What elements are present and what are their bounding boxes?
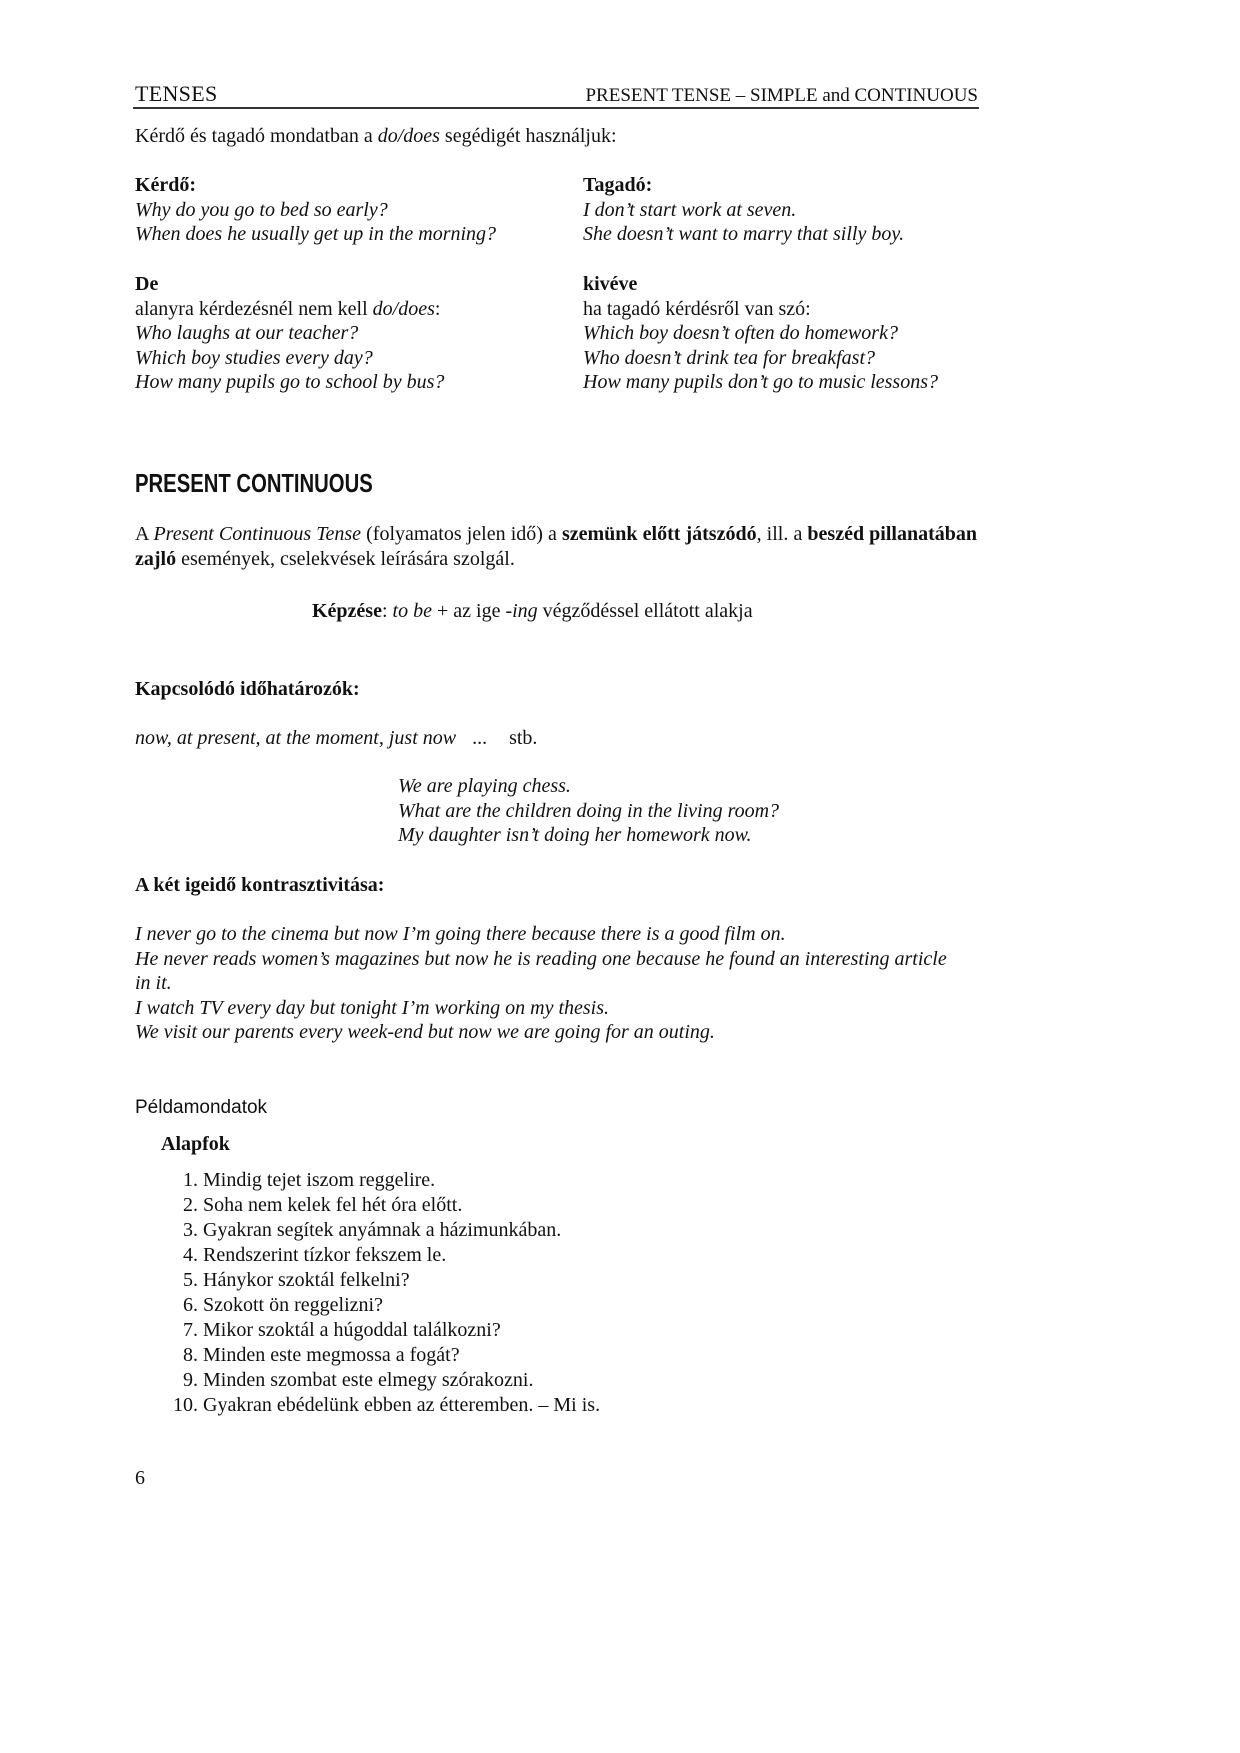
item-number: 9. [183, 1369, 198, 1391]
list-item [160, 1368, 600, 1393]
list-item [160, 1268, 600, 1293]
item-number: 1. [183, 1169, 198, 1191]
example-line: How many pupils don’t go to music lessons? [583, 371, 938, 393]
ing-suffix: -ing [505, 600, 538, 622]
list-item [160, 1243, 600, 1268]
except-title: kivéve [583, 273, 638, 295]
example-line: What are the children doing in the living room? [398, 799, 780, 822]
adverbs-list [135, 726, 537, 750]
example-line: My daughter isn’t doing her homework now. [398, 824, 752, 846]
running-header-right: PRESENT TENSE – SIMPLE and CONTINUOUS [585, 85, 978, 106]
definition-paragraph [135, 522, 977, 572]
text: (folyamatos jelen idő) a [361, 523, 562, 545]
example-line: We visit our parents every week-end but now we are going for an outing. [135, 1021, 715, 1043]
contrast-title-text: A két igeidő kontrasztivitása: [135, 874, 385, 896]
note-colon: : [434, 297, 441, 320]
etc: stb. [509, 727, 538, 749]
example-line: How many pupils go to school by bus? [135, 371, 445, 393]
item-number: 3. [183, 1219, 198, 1241]
item-text: Rendszerint tízkor fekszem le. [203, 1244, 447, 1266]
ellipsis: ... [472, 727, 488, 749]
intro-sentence [135, 124, 617, 148]
intro-text-end: segédigét használjuk: [439, 125, 617, 147]
intro-emphasis: do/does [377, 125, 440, 147]
but-title: De [135, 273, 159, 295]
example-line: I don’t start work at seven. [583, 198, 797, 221]
list-item [160, 1168, 600, 1193]
intro-text: Kérdő és tagadó mondatban a [135, 125, 378, 147]
but-note [135, 297, 444, 322]
item-text: Hánykor szoktál felkelni? [203, 1269, 410, 1291]
example-line: He never reads women’s magazines but now he is reading one because he found an interesting article [135, 947, 947, 970]
level-title-text: Alapfok [161, 1133, 230, 1155]
example-line: Who doesn’t drink tea for breakfast? [583, 346, 876, 369]
item-text: Szokott ön reggelizni? [203, 1294, 383, 1316]
emphasis: szemünk előtt játszódó [561, 523, 757, 545]
list-item [160, 1218, 600, 1243]
example-line: She doesn’t want to marry that silly boy. [583, 223, 905, 245]
item-number: 10. [173, 1394, 198, 1416]
item-text: Minden este megmossa a fogát? [203, 1344, 460, 1366]
negative-column [583, 173, 904, 247]
example-line: Who laughs at our teacher? [135, 322, 359, 344]
item-text: Gyakran segítek anyámnak a házimunkában. [203, 1219, 562, 1241]
colon: : [381, 600, 393, 622]
text: A [135, 523, 154, 545]
list-item [160, 1193, 600, 1218]
negative-title: Tagadó: [583, 174, 653, 196]
adverbs: now, at present, at the moment, just now [135, 727, 457, 749]
item-number: 6. [183, 1294, 198, 1316]
level-title [161, 1132, 230, 1156]
example-line: I never go to the cinema but now I’m going there because there is a good film on. [135, 923, 786, 945]
text: események, cselekvések leírására szolgál. [176, 548, 515, 570]
item-text: Mikor szoktál a húgoddal találkozni? [203, 1319, 501, 1341]
list-item [160, 1293, 600, 1318]
item-text: Soha nem kelek fel hét óra előtt. [203, 1194, 463, 1216]
except-column [583, 272, 938, 395]
item-number: 7. [183, 1319, 198, 1341]
example-line: I watch TV every day but tonight I’m working on my thesis. [135, 996, 610, 1019]
except-note: ha tagadó kérdésről van szó: [583, 297, 811, 320]
section-title: PRESENT CONTINUOUS [135, 468, 373, 498]
adverbs-title [135, 677, 360, 701]
contrast-title [135, 873, 384, 897]
list-item [160, 1393, 600, 1418]
example-line: Which boy doesn’t often do homework? [583, 322, 898, 344]
question-title: Kérdő: [135, 174, 197, 196]
item-number: 2. [183, 1194, 198, 1216]
example-line: Why do you go to bed so early? [135, 198, 388, 221]
adverbs-title-text: Kapcsolódó időhatározók: [135, 678, 360, 700]
item-number: 5. [183, 1269, 198, 1291]
example-line: Which boy studies every day? [135, 346, 373, 369]
formation-label: Képzése [312, 600, 382, 622]
item-number: 8. [183, 1344, 198, 1366]
item-text: Minden szombat este elmegy szórakozni. [203, 1369, 534, 1391]
text: + az ige [431, 600, 506, 622]
contrast-examples [135, 922, 947, 1045]
page-number: 6 [135, 1467, 145, 1489]
example-line: We are playing chess. [398, 775, 571, 797]
question-column [135, 173, 496, 247]
text: , ill. a [756, 523, 808, 545]
item-number: 4. [183, 1244, 198, 1266]
list-item [160, 1343, 600, 1368]
exercise-list [160, 1168, 600, 1418]
formation-rule [312, 599, 753, 623]
tense-name: Present Continuous Tense [153, 523, 362, 545]
text: végződéssel ellátott alakja [537, 600, 753, 622]
to-be: to be [392, 600, 432, 622]
note-emphasis: do/does [372, 297, 435, 320]
item-text: Mindig tejet iszom reggelire. [203, 1169, 436, 1191]
sample-title: Példamondatok [135, 1097, 268, 1118]
list-item [160, 1318, 600, 1343]
item-text: Gyakran ebédelünk ebben az étteremben. – Mi is. [203, 1394, 601, 1416]
emphasis: beszéd pillanatában zajló [135, 523, 977, 570]
but-column [135, 272, 444, 395]
header-rule [133, 107, 979, 109]
continuous-examples [398, 774, 779, 848]
example-line: in it. [135, 972, 172, 994]
running-header-left: TENSES [135, 81, 218, 106]
example-line: When does he usually get up in the morning? [135, 223, 497, 245]
note-text: alanyra kérdezésnél nem kell [135, 297, 373, 320]
